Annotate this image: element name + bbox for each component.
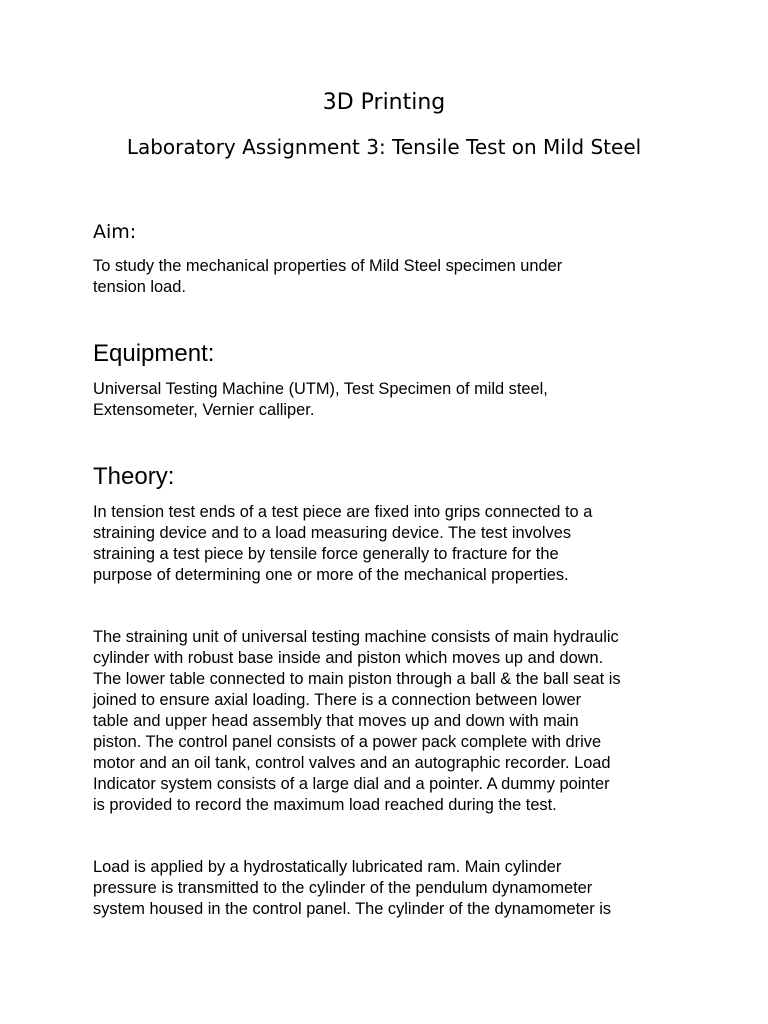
theory-paragraph-1 bbox=[93, 502, 693, 586]
equipment-paragraph bbox=[93, 379, 693, 421]
theory-line: motor and an oil tank, control valves and an autographic recorder. Load bbox=[93, 754, 611, 772]
theory-line: straining device and to a load measuring device. The test involves bbox=[93, 524, 572, 542]
equipment-line: Extensometer, Vernier calliper. bbox=[93, 401, 315, 419]
theory-line: The lower table connected to main piston through a ball & the ball seat is bbox=[93, 670, 621, 688]
aim-paragraph bbox=[93, 256, 693, 298]
aim-heading: Aim: bbox=[93, 221, 137, 243]
theory-line: system housed in the control panel. The cylinder of the dynamometer is bbox=[93, 900, 612, 918]
document-title: 3D Printing bbox=[322, 90, 446, 115]
theory-paragraph-2 bbox=[93, 627, 693, 816]
equipment-heading: Equipment: bbox=[93, 340, 215, 367]
theory-line: joined to ensure axial loading. There is a connection between lower bbox=[93, 691, 582, 709]
theory-line: cylinder with robust base inside and piston which moves up and down. bbox=[93, 649, 604, 667]
theory-line: is provided to record the maximum load reached during the test. bbox=[93, 796, 557, 814]
theory-line: Load is applied by a hydrostatically lubricated ram. Main cylinder bbox=[93, 858, 562, 876]
theory-line: table and upper head assembly that moves up and down with main bbox=[93, 712, 579, 730]
theory-paragraph-3 bbox=[93, 857, 693, 920]
theory-line: Indicator system consists of a large dial and a pointer. A dummy pointer bbox=[93, 775, 610, 793]
theory-line: pressure is transmitted to the cylinder of the pendulum dynamometer bbox=[93, 879, 593, 897]
theory-line: purpose of determining one or more of the mechanical properties. bbox=[93, 566, 569, 584]
aim-line: To study the mechanical properties of Mild Steel specimen under bbox=[93, 257, 563, 275]
theory-line: The straining unit of universal testing machine consists of main hydraulic bbox=[93, 628, 619, 646]
theory-line: In tension test ends of a test piece are fixed into grips connected to a bbox=[93, 503, 593, 521]
theory-line: piston. The control panel consists of a power pack complete with drive bbox=[93, 733, 602, 751]
theory-line: straining a test piece by tensile force generally to fracture for the bbox=[93, 545, 559, 563]
equipment-line: Universal Testing Machine (UTM), Test Specimen of mild steel, bbox=[93, 380, 548, 398]
aim-line: tension load. bbox=[93, 278, 186, 296]
document-subtitle: Laboratory Assignment 3: Tensile Test on Mild Steel bbox=[126, 135, 642, 159]
theory-heading: Theory: bbox=[93, 463, 175, 490]
